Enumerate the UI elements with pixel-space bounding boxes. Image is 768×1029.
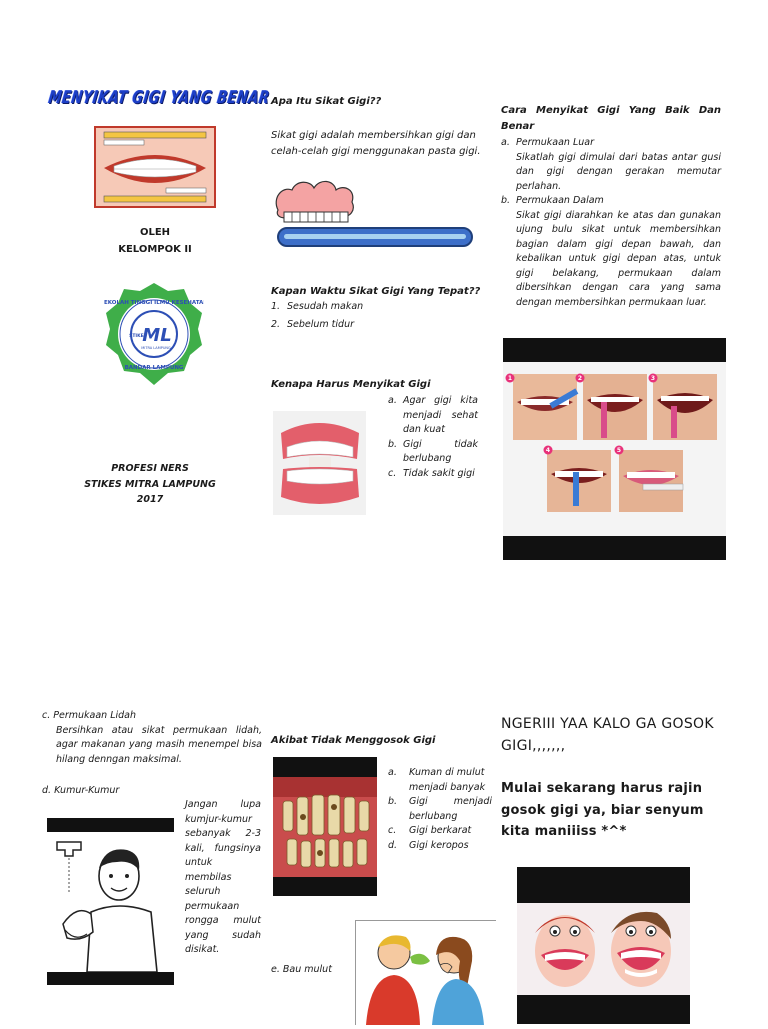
step-number-3: 3 (650, 375, 656, 382)
rinse-label: d. Kumur-Kumur (42, 785, 120, 796)
steps-top-bar (503, 338, 726, 362)
step-number-5: 5 (616, 447, 622, 454)
cover-year: 2017 (136, 494, 164, 505)
why-item-1: a. Agar gigi kita menjadi sehat dan kuat (388, 395, 478, 435)
how-item-b-text: Sikat gigi diarahkan ke atas dan gunakan ujung bulu sikat untuk membersihkan bagian dalam gigi depan bawah, dan kebalikan untuk gigi depan atas, untuk gigi belakang, permukaan dalam dibersihkan dengan cara yang sama dengan membersihkan permukaan luar. (516, 209, 721, 308)
logo-mark: ML (142, 325, 172, 346)
step-number-4: 4 (545, 447, 551, 454)
when-item-1: 1. Sesudah makan (271, 301, 364, 312)
rinse-top-bar (47, 818, 174, 832)
how-heading: Cara Menyikat Gigi Yang Baik Dan Benar (501, 105, 721, 132)
step-number-2: 2 (577, 375, 583, 382)
when-item-2: 2. Sebelum tidur (271, 318, 355, 330)
boy-washing-illustration (47, 832, 174, 972)
decay-bottom-bar (273, 877, 377, 896)
why-item-2: b. Gigi tidak berlubang (388, 438, 478, 464)
smiling-puppets-photo (517, 903, 690, 995)
what-heading: Apa Itu Sikat Gigi?? (271, 96, 382, 107)
cover-title: MENYIKAT GIGI YANG BENAR (47, 88, 271, 109)
logo-ring-text: SEKOLAH TINGGI ILMU KESEHATAN (104, 300, 204, 306)
brushing-steps-figure (503, 362, 726, 536)
rinse-text: Jangan lupa kumjur-kumur sebanyak 2-3 kali, fungsinya untuk membilas seluruh permukaan rongga mulut yang sudah disikat. (185, 799, 261, 955)
logo-ring-bottom: BANDAR LAMPUNG (124, 365, 184, 371)
why-heading: Kenapa Harus Menyikat Gigi (271, 379, 431, 390)
denture-model-photo (273, 411, 366, 515)
why-item-3: c. Tidak sakit gigi (388, 467, 475, 479)
cover-program: PROFESI NERS (111, 463, 189, 474)
step-number-1: 1 (507, 375, 513, 382)
effects-item-2: b. Gigi menjadi berlubang (388, 796, 492, 822)
bad-breath-illustration (355, 920, 496, 1025)
how-item-a-text: Sikatlah gigi dimulai dari batas antar gusi dan gigi dengan gerakan memutar perlahan. (516, 151, 721, 192)
tongue-text: Bersihkan atau sikat permukaan lidah, agar makanan yang masih menempel bisa hilang denngan maksimal. (56, 724, 262, 765)
how-item-b-label: b. Permukaan Dalam (501, 195, 604, 206)
effects-item-4: d. Gigi keropos (388, 839, 469, 851)
toothbrush-illustration (272, 176, 474, 250)
effects-item-1: a. Kuman di mulut menjadi banyak (388, 767, 486, 793)
school-logo (104, 281, 204, 387)
how-item-a-label: a. Permukaan Luar (501, 137, 594, 148)
cover-group: KELOMPOK II (118, 244, 192, 255)
logo-inner-text: MITRA LAMPUNG (141, 346, 171, 350)
closing-message: Mulai sekarang harus rajin gosok gigi ya, biar senyum kita maniiiss *^* (501, 781, 704, 839)
cover-school: STIKES MITRA LAMPUNG (84, 478, 216, 490)
tongue-label: c. Permukaan Lidah (42, 710, 137, 721)
effects-item-3: c. Gigi berkarat (388, 825, 472, 836)
smile-bottom-bar (517, 995, 690, 1024)
closing-warning: NGERIII YAA KALO GA GOSOK GIGI,,,,,,, (501, 716, 714, 754)
when-heading: Kapan Waktu Sikat Gigi Yang Tepat?? (271, 286, 481, 297)
decay-top-bar (273, 757, 377, 777)
rinse-bottom-bar (47, 972, 174, 985)
what-body: Sikat gigi adalah membersihkan gigi dan celah-celah gigi menggunakan pasta gigi. (271, 130, 481, 157)
effects-heading: Akibat Tidak Menggosok Gigi (271, 735, 436, 746)
cover-by: OLEH (139, 227, 171, 238)
steps-bottom-bar (503, 536, 726, 560)
smile-top-bar (517, 867, 690, 903)
effects-item-5: e. Bau mulut (271, 964, 332, 975)
decayed-teeth-photo (273, 777, 377, 877)
toothpaste-smile-illustration (94, 126, 216, 208)
logo-side-text: STIKES (129, 334, 147, 339)
